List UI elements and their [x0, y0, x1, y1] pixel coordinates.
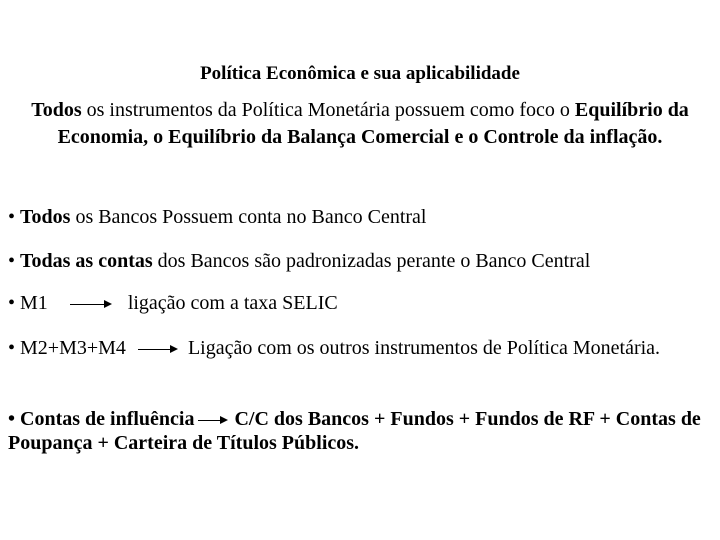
bullet-item-contas-influencia [8, 407, 718, 455]
item-emphasis: Todos [20, 206, 71, 228]
item-label-contas: Contas de influência [20, 408, 195, 430]
bullet-icon: • [8, 292, 16, 314]
intro-text: os instrumentos da Política Monetária possuem como foco o [81, 99, 575, 121]
bullet-icon: • [8, 250, 16, 272]
bullet-icon: • [8, 206, 16, 228]
bullet-item-banks-accounts [8, 205, 718, 229]
intro-lead: Todos [31, 99, 82, 121]
bullet-item-m2-m3-m4 [8, 336, 718, 360]
bullet-item-m1 [8, 291, 718, 315]
item-label-m1: M1 [20, 292, 48, 314]
item-text: C/C dos Bancos + Fundos + Fundos de RF + Contas de Poupança + Carteira de Títulos Públicos. [8, 408, 701, 454]
intro-paragraph [20, 97, 700, 151]
bullet-icon: • [8, 337, 16, 359]
item-text: dos Bancos são padronizadas perante o Banco Central [152, 250, 591, 272]
item-text: os Bancos Possuem conta no Banco Central [70, 206, 427, 228]
item-text: Ligação com os outros instrumentos de Política Monetária. [187, 337, 661, 359]
intro-emphasis: Equilíbrio da Economia, o Equilíbrio da Balança Comercial e o Controle da inflação. [57, 99, 689, 148]
item-text: ligação com a taxa SELIC [127, 292, 338, 314]
bullet-item-standardized-accounts [8, 249, 718, 273]
slide-title: Política Econômica e sua aplicabilidade [200, 63, 520, 84]
arrow-right-icon [138, 342, 178, 356]
bullet-icon: • [8, 408, 16, 430]
arrow-right-icon [198, 413, 228, 427]
item-label-m234: M2+M3+M4 [20, 337, 126, 359]
item-emphasis: Todas as contas [20, 250, 153, 272]
arrow-right-icon [70, 297, 112, 311]
